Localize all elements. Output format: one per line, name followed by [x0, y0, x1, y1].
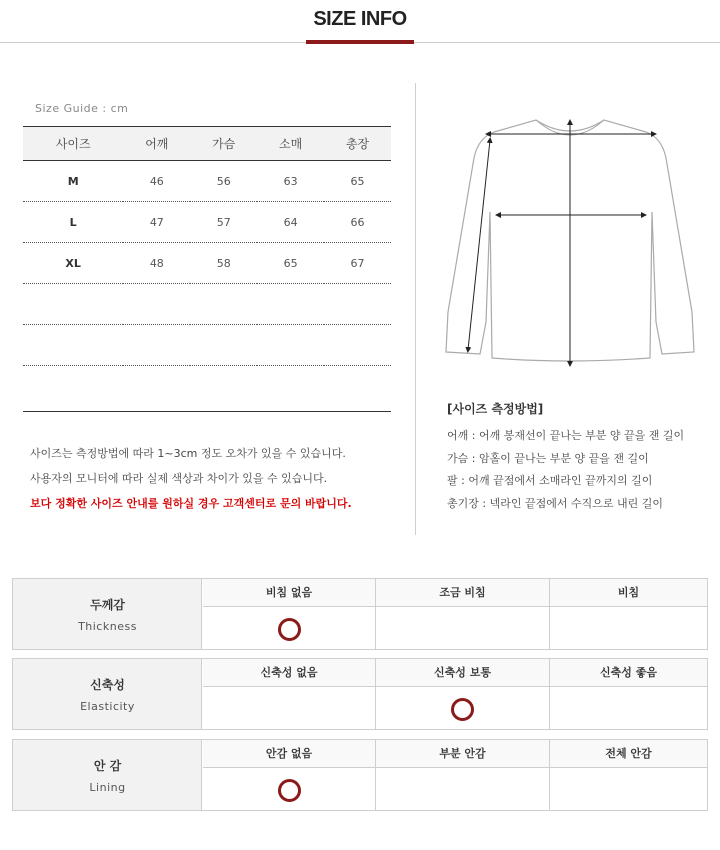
- property-name-en: Thickness: [78, 620, 137, 633]
- property-name-ko: 신축성: [90, 678, 125, 692]
- option-header: 조금 비침: [376, 579, 549, 607]
- measure-item: 어깨 : 어깨 봉재선이 끝나는 부분 양 끝을 잰 길이: [447, 429, 685, 442]
- property-name-en: Elasticity: [80, 700, 135, 713]
- option-header: 신축성 좋음: [550, 659, 707, 687]
- measure-item: 팔 : 어깨 끝점에서 소매라인 끝까지의 길이: [447, 474, 653, 487]
- table-row-empty: [23, 284, 391, 325]
- property-name-en: Lining: [89, 781, 126, 794]
- cell-divider: [375, 579, 376, 649]
- col-header: 총장: [324, 127, 391, 161]
- size-cell: L: [23, 202, 123, 243]
- thickness-block: [12, 578, 708, 650]
- cell-divider: [549, 659, 550, 729]
- property-label: [13, 659, 202, 729]
- cell-divider: [375, 659, 376, 729]
- value-cell: 65: [324, 161, 391, 202]
- table-row: [23, 161, 391, 202]
- table-bottom-border: [23, 411, 391, 412]
- col-header: 소매: [257, 127, 324, 161]
- vertical-divider: [415, 83, 416, 535]
- measure-item: 가슴 : 암홀이 끝나는 부분 양 끝을 잰 길이: [447, 451, 649, 465]
- value-cell: 64: [257, 202, 324, 243]
- property-name-ko: 안 감: [93, 759, 122, 773]
- value-cell: 66: [324, 202, 391, 243]
- option-header: 신축성 없음: [203, 659, 375, 687]
- option-header: 전체 안감: [550, 740, 707, 768]
- size-notes: [30, 447, 352, 522]
- selected-circle-icon: [278, 779, 301, 802]
- title-accent-bar: [306, 40, 414, 44]
- size-cell: XL: [23, 243, 123, 284]
- value-cell: 65: [257, 243, 324, 284]
- cell-divider: [375, 740, 376, 810]
- sweater-diagram: [440, 112, 700, 374]
- note-warning: 보다 정확한 사이즈 안내를 원하실 경우 고객센터로 문의 바랍니다.: [30, 497, 352, 510]
- col-header: 어깨: [123, 127, 190, 161]
- lining-block: [12, 739, 708, 811]
- size-table: [23, 126, 391, 366]
- option-header: 비침: [550, 579, 707, 607]
- elasticity-block: [12, 658, 708, 730]
- table-row: [23, 243, 391, 284]
- option-header: 비침 없음: [203, 579, 375, 607]
- cell-divider: [549, 740, 550, 810]
- value-cell: 56: [190, 161, 257, 202]
- size-cell: M: [23, 161, 123, 202]
- value-cell: 47: [123, 202, 190, 243]
- table-row: [23, 202, 391, 243]
- property-name-ko: 두께감: [90, 598, 125, 612]
- measure-method-list: [447, 429, 684, 519]
- col-header: 가슴: [190, 127, 257, 161]
- page-title: SIZE INFO: [313, 8, 407, 30]
- value-cell: 58: [190, 243, 257, 284]
- note-text: 사용자의 모니터에 따라 실제 색상과 차이가 있을 수 있습니다.: [30, 472, 328, 485]
- table-row-empty: [23, 325, 391, 366]
- value-cell: 63: [257, 161, 324, 202]
- selected-circle-icon: [451, 698, 474, 721]
- value-cell: 57: [190, 202, 257, 243]
- note-text: 사이즈는 측정방법에 따라 1~3cm 정도 오차가 있을 수 있습니다.: [30, 447, 346, 460]
- measure-method-title: [사이즈 측정방법]: [447, 402, 544, 416]
- value-cell: 46: [123, 161, 190, 202]
- option-header: 부분 안감: [376, 740, 549, 768]
- col-header: 사이즈: [23, 127, 123, 161]
- size-guide-label: Size Guide : cm: [35, 102, 129, 115]
- selected-circle-icon: [278, 618, 301, 641]
- size-table-header: [23, 127, 391, 161]
- cell-divider: [549, 579, 550, 649]
- property-label: [13, 579, 202, 649]
- value-cell: 48: [123, 243, 190, 284]
- measure-item: 총기장 : 넥라인 끝점에서 수직으로 내린 길이: [447, 496, 663, 510]
- value-cell: 67: [324, 243, 391, 284]
- property-label: [13, 740, 202, 810]
- option-header: 신축성 보통: [376, 659, 549, 687]
- option-header: 안감 없음: [203, 740, 375, 768]
